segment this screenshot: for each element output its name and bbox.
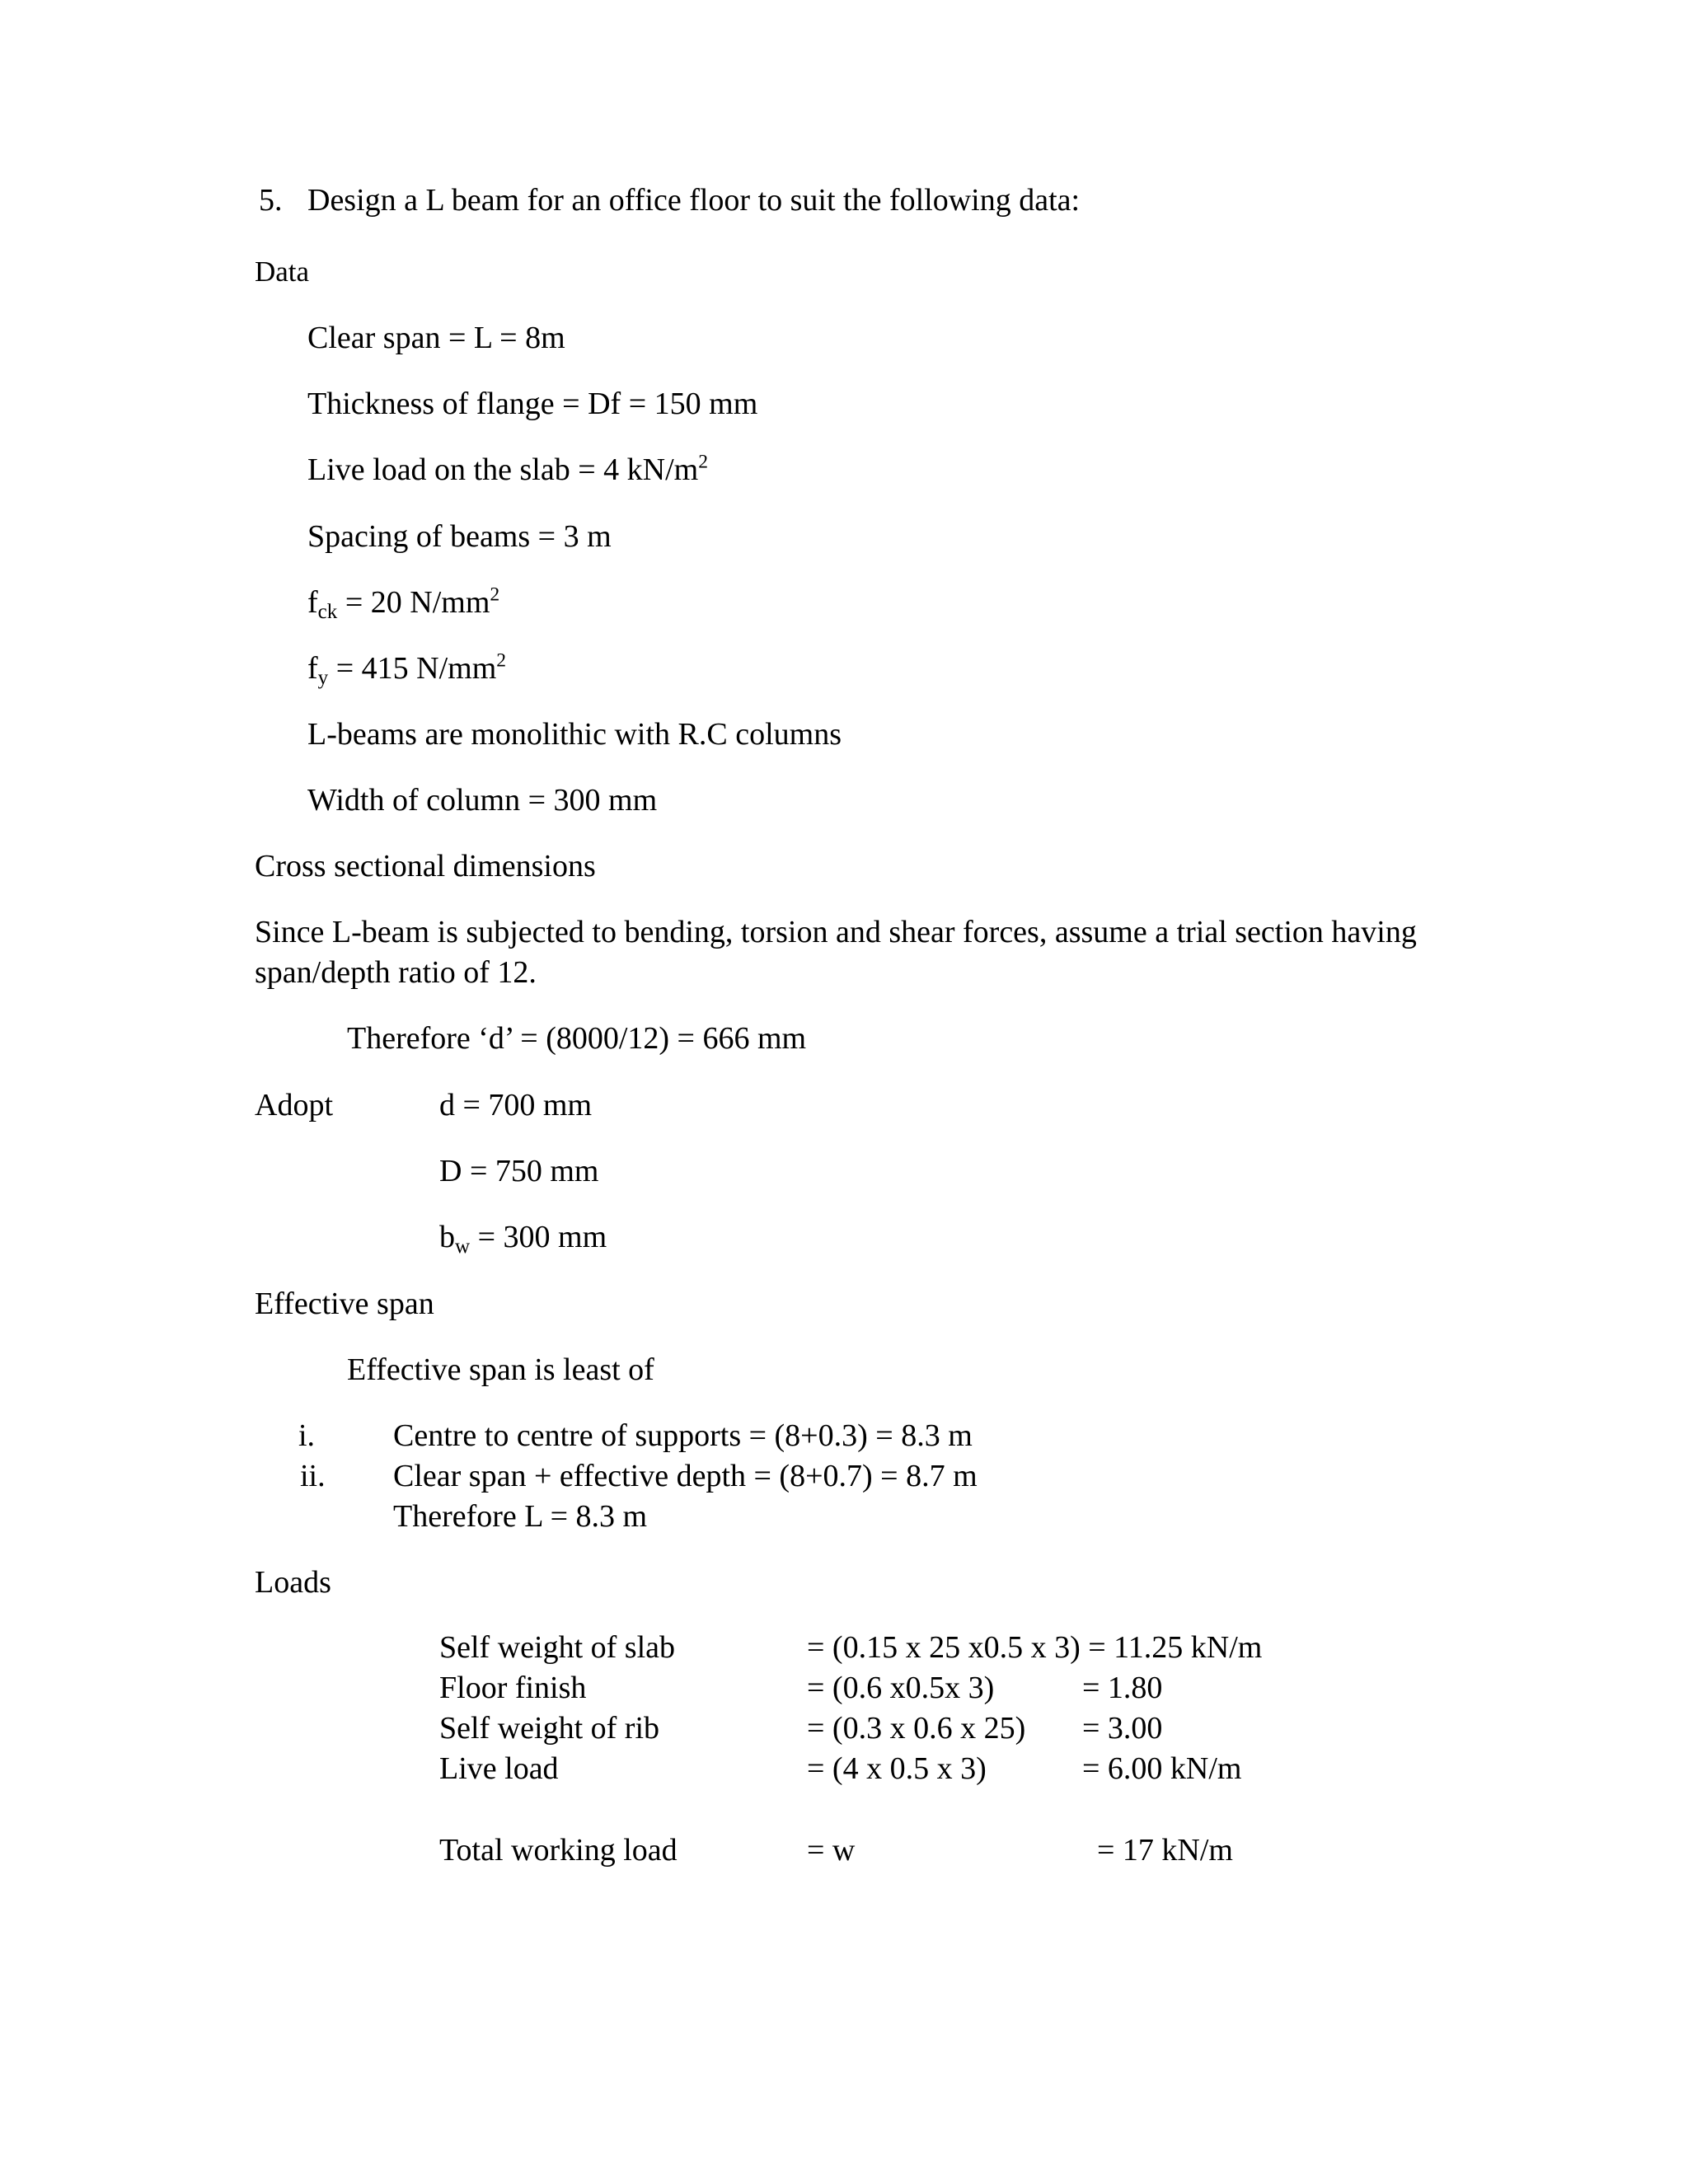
total-load-result: = 17 kN/m — [1097, 1833, 1233, 1868]
fck-subscript: ck — [317, 601, 338, 624]
live-load-text: Live load on the slab = 4 kN/m — [307, 452, 699, 487]
clear-span-line: Clear span = L = 8m — [307, 321, 565, 355]
cross-section-paragraph-line-1: Since L-beam is subjected to bending, torsion and shear forces, assume a trial section having — [255, 915, 1417, 949]
fy-subscript: y — [317, 667, 329, 690]
load-row-4-name: Live load — [439, 1751, 559, 1786]
question-number: 5. — [259, 183, 283, 218]
question-text: Design a L beam for an office floor to suit the following data: — [307, 183, 1081, 218]
load-row-3-name: Self weight of rib — [439, 1711, 660, 1746]
adopt-label: Adopt — [255, 1088, 333, 1122]
load-row-2-name: Floor finish — [439, 1671, 587, 1705]
cross-section-paragraph-line-2: span/depth ratio of 12. — [255, 955, 537, 990]
effective-span-item-marker-2: ii. — [300, 1459, 326, 1493]
data-heading: Data — [255, 255, 310, 288]
load-row-3-result: = 3.00 — [1082, 1711, 1163, 1746]
fck-line — [307, 583, 499, 623]
load-row-3-expression: = (0.3 x 0.6 x 25) — [807, 1711, 1026, 1746]
load-row-4-result: = 6.00 kN/m — [1082, 1751, 1242, 1786]
live-load-line — [307, 451, 708, 490]
fck-base: f — [307, 585, 318, 620]
fck-superscript: 2 — [490, 583, 500, 606]
load-row-1-expression: = (0.15 x 25 x0.5 x 3) = 11.25 kN/m — [807, 1630, 1263, 1665]
adopt-D-value: D = 750 mm — [439, 1154, 599, 1188]
total-load-name: Total working load — [439, 1833, 678, 1868]
live-load-superscript: 2 — [698, 451, 708, 473]
monolithic-line: L-beams are monolithic with R.C columns — [307, 717, 842, 752]
bw-base: b — [439, 1220, 455, 1254]
effective-span-item-text-2: Clear span + effective depth = (8+0.7) = 8.7 m — [393, 1459, 978, 1493]
effective-span-item-text-1: Centre to centre of supports = (8+0.3) = 8.3 m — [393, 1418, 973, 1453]
adopt-d-value: d = 700 mm — [439, 1088, 593, 1122]
effective-span-intro: Effective span is least of — [347, 1352, 654, 1387]
effective-span-item-marker-1: i. — [298, 1418, 316, 1453]
adopt-bw-value — [439, 1218, 607, 1258]
therefore-d-line: Therefore ‘d’ = (8000/12) = 666 mm — [347, 1021, 807, 1056]
effective-span-heading: Effective span — [255, 1286, 434, 1321]
beam-spacing-line: Spacing of beams = 3 m — [307, 519, 612, 554]
fck-value: = 20 N/mm — [337, 585, 490, 620]
bw-subscript: w — [455, 1235, 471, 1258]
cross-section-heading: Cross sectional dimensions — [255, 849, 596, 883]
loads-heading: Loads — [255, 1565, 331, 1600]
load-row-1-name: Self weight of slab — [439, 1630, 676, 1665]
column-width-line: Width of column = 300 mm — [307, 783, 658, 818]
load-row-2-result: = 1.80 — [1082, 1671, 1163, 1705]
bw-value: = 300 mm — [470, 1220, 607, 1254]
fy-superscript: 2 — [496, 649, 507, 672]
load-row-4-expression: = (4 x 0.5 x 3) — [807, 1751, 987, 1786]
fy-value: = 415 N/mm — [328, 651, 497, 686]
flange-thickness-line: Thickness of flange = Df = 150 mm — [307, 387, 758, 421]
load-row-2-expression: = (0.6 x0.5x 3) — [807, 1671, 995, 1705]
fy-line — [307, 649, 506, 689]
fy-base: f — [307, 651, 318, 686]
total-load-expression: = w — [807, 1833, 856, 1868]
effective-span-conclusion: Therefore L = 8.3 m — [393, 1499, 648, 1534]
